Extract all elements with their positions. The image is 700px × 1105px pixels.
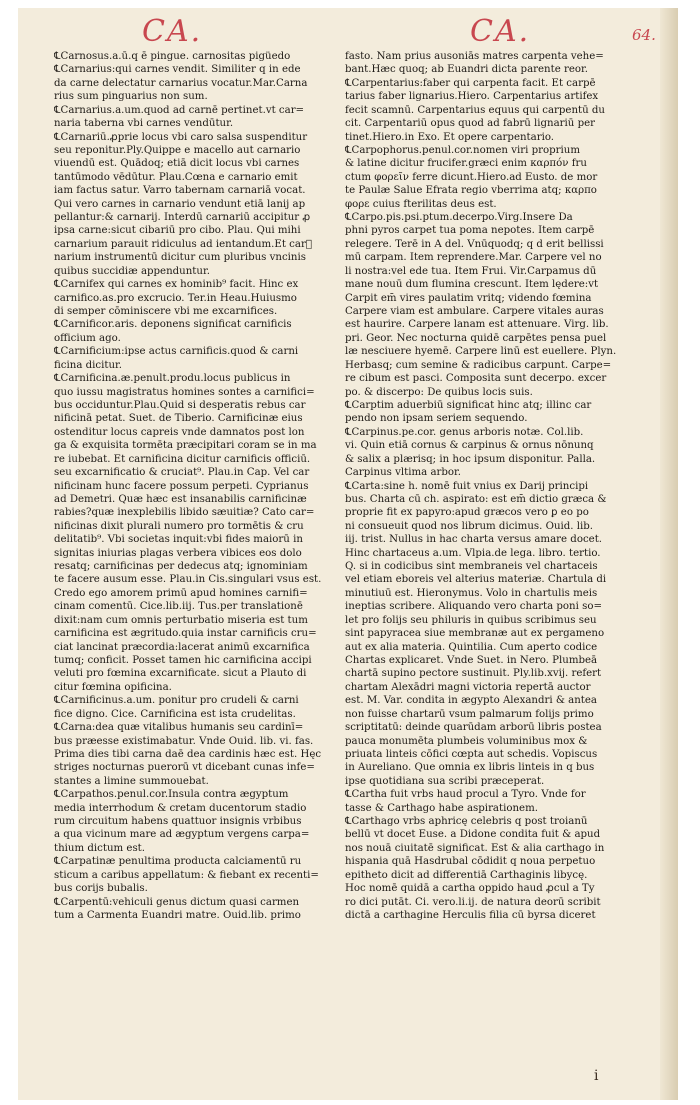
text-line: li nostra:vel ede tua. Item Frui. Vir.Carpamus dū bbox=[345, 265, 597, 277]
text-line: seu excarnificatio & cruciat⁹. Plau.in Cap. Vel car bbox=[54, 467, 310, 479]
text-line: tinet.Hiero.in Exo. Et opere carpentario. bbox=[345, 131, 555, 143]
text-line: fecit scamnū. Carpentarius equus qui carpentū du bbox=[345, 104, 605, 116]
text-line: Hoc nomē quidā a cartha oppido haud ꝓcul a Ty bbox=[345, 883, 595, 895]
text-line: & latine dicitur frucifer.græci enim καρπόν fru bbox=[345, 158, 587, 170]
text-line: te Paulæ Salue Efrata regio vberrima atq; καρπο bbox=[345, 185, 597, 197]
text-line: bus corijs bubalis. bbox=[54, 883, 148, 895]
text-line: seu reponitur.Ply.Quippe e macello aut carnario bbox=[54, 144, 301, 156]
text-line: epitheto dicit ad differentiā Carthaginis libycę. bbox=[345, 869, 588, 881]
text-line: Qui vero carnes in carnario vendunt etiā lanij ap bbox=[54, 198, 306, 210]
text-line: ℄Carnificium:ipse actus carnificis.quod & carni bbox=[54, 346, 299, 358]
text-line: bus occiduntur.Plau.Quid si desperatis rebus car bbox=[54, 399, 306, 411]
text-line: & salix a plærisq; in hoc ipsum disponitur. Palla. bbox=[345, 453, 596, 465]
text-line: tarius faber lignarius.Hiero. Carpentarius artifex bbox=[345, 91, 599, 103]
text-line: rum circuitum habens quattuor insignis vrbibus bbox=[54, 816, 302, 828]
text-line: ℄Carnarius.a.um.quod ad carnē pertinet.vt car= bbox=[54, 104, 305, 116]
text-line: sint papyracea siue membranæ aut ex pergameno bbox=[345, 628, 605, 640]
text-line: iam factus satur. Varro tabernam carnariā vocat. bbox=[54, 185, 306, 197]
text-line: fice digno. Cice. Carnificina est ista crudelitas. bbox=[54, 708, 296, 720]
text-line: ficina dicitur. bbox=[54, 359, 123, 371]
text-line: scriptitatū: deinde quarūdam arborū libris postea bbox=[345, 722, 602, 734]
text-line: ℄Carpinus.pe.cor. genus arboris notæ. Col.lib. bbox=[345, 426, 584, 438]
text-line: rabies?quæ inexplebilis libido sæuitiæ? Cato car= bbox=[54, 507, 315, 519]
text-line: ℄Carnificor.aris. deponens significat carnificis bbox=[54, 319, 292, 331]
text-line: ℄Carpatinæ penultima producta calciamentū ru bbox=[54, 856, 302, 868]
text-line: pauca monumēta plumbeis voluminibus mox & bbox=[345, 735, 588, 747]
text-line: ℄Cartha fuit vrbs haud procul a Tyro. Vnde for bbox=[345, 789, 586, 801]
text-line: nificinam hunc facere possum perpeti. Cyprianus bbox=[54, 480, 309, 492]
text-line: tumq; conficit. Posset tamen hic carnificina accipi bbox=[54, 654, 312, 666]
text-line: ℄Carnariū.ꝓprie locus vbi caro salsa suspenditur bbox=[54, 131, 308, 143]
text-line: ℄Carta:sine h. nomē fuit vnius ex Darij principi bbox=[345, 480, 589, 492]
text-line: aut ex alia materia. Quintilia. Cum aperto codice bbox=[345, 641, 598, 653]
text-line: te facere ausum esse. Plau.in Cis.singulari vsus est. bbox=[54, 574, 322, 586]
text-line: Credo ego amorem primū apud homines carnifi= bbox=[54, 587, 308, 599]
text-line: tantūmodo vēdūtur. Plau.Cœna e carnario emit bbox=[54, 171, 298, 183]
text-line: sticum a caribus appellatum: & fiebant ex recenti= bbox=[54, 869, 319, 881]
text-line: ℄Carpathos.penul.cor.Insula contra ægyptum bbox=[54, 789, 289, 801]
text-line: ℄Carnifex qui carnes ex hominib⁹ facit. Hinc ex bbox=[54, 279, 299, 291]
text-line: ℄Carnificinus.a.um. ponitur pro crudeli & carni bbox=[54, 695, 299, 707]
text-line: ℄Carnosus.a.ū.q ē pingue. carnositas pigüedo bbox=[54, 51, 291, 62]
text-line: carnificina est ægritudo.quia instar carnificis cru= bbox=[54, 628, 317, 640]
text-line: nos nouā ciuitatē significat. Est & alia carthago in bbox=[345, 842, 605, 854]
text-line: dictā a carthagine Herculis filia cū byrsa diceret bbox=[345, 910, 596, 921]
text-line: delitatib⁹. Vbi societas inquit:vbi fides maiorū in bbox=[54, 534, 303, 546]
text-line: cit. Carpentariū opus quod ad fabrū lignariū per bbox=[345, 118, 596, 130]
text-line: rius sum pinguarius non sum. bbox=[54, 91, 208, 103]
text-line: Prima dies tibi carna daē dea cardinis hæc est. Hęc bbox=[54, 748, 322, 760]
text-line: hispania quā Hasdrubal cōdidit q noua perpetuo bbox=[345, 856, 596, 868]
text-line: quibus succidiæ appenduntur. bbox=[54, 265, 210, 277]
text-line: carnifico.as.pro excrucio. Ter.in Heau.Huiusmo bbox=[54, 292, 297, 304]
text-line: narium instrumentū dicitur cum pluribus vncinis bbox=[54, 252, 306, 264]
text-line: minutiuū est. Hieronymus. Volo in chartulis meis bbox=[345, 587, 598, 599]
text-line: naria taberna vbi carnes vendūtur. bbox=[54, 118, 234, 130]
text-line: ℄Carna:dea quæ vitalibus humanis seu cardinī= bbox=[54, 722, 304, 734]
text-line: let pro folijs seu philuris in quibus scribimus seu bbox=[345, 614, 597, 626]
text-line: di semper cōminiscere vbi me excarnifices. bbox=[54, 306, 278, 318]
text-line: bellū vt docet Euse. a Didone condita fuit & apud bbox=[345, 829, 601, 841]
text-line: mane nouū dum flumina crescunt. Item lędere:vt bbox=[345, 279, 599, 291]
running-head-right: CA. bbox=[470, 14, 531, 49]
text-line: Hinc chartaceus a.um. Vlpia.de lega. libro. tertio. bbox=[345, 547, 601, 559]
text-line: mū carpam. Item reprendere.Mar. Carpere vel no bbox=[345, 252, 602, 264]
left-column bbox=[54, 50, 332, 922]
text-line: vel etiam eboreis vel alterius materiæ. Chartula di bbox=[345, 574, 607, 586]
text-line: proprie fit ex papyro:apud græcos vero ꝑ eo po bbox=[345, 507, 589, 519]
text-line: po. & discerpo: De quibus locis suis. bbox=[345, 386, 533, 398]
text-line: ctum φορεῖν ferre dicunt.Hiero.ad Eusto. de mor bbox=[345, 171, 598, 183]
text-line: læ nesciuere hyemē. Carpere linū est euellere. Plyn. bbox=[345, 346, 617, 358]
text-line: ℄Carptim aduerbiū significat hinc atq; illinc car bbox=[345, 399, 592, 411]
text-line: ℄Carpo.pis.psi.ptum.decerpo.Virg.Insere Da bbox=[345, 212, 573, 224]
text-line: Chartas explicaret. Vnde Suet. in Nero. Plumbeā bbox=[345, 654, 598, 666]
text-line: stantes a limine summouebat. bbox=[54, 775, 209, 787]
text-line: fasto. Nam prius ausoniās matres carpenta vehe= bbox=[345, 51, 604, 62]
text-line: bus. Charta cū ch. aspirato: est em̄ dictio græca & bbox=[345, 493, 607, 505]
text-line: ga & exquisita tormēta præcipitari coram se in ma bbox=[54, 440, 317, 452]
text-line: pendo non ipsam seriem sequendo. bbox=[345, 413, 528, 425]
text-line: pellantur:& carnarij. Interdū carnariū accipitur ꝓ bbox=[54, 212, 311, 224]
text-line: ineptias scribere. Aliquando vero charta poni so= bbox=[345, 601, 602, 613]
text-line: ad Demetri. Quæ hæc est insanabilis carnificinæ bbox=[54, 493, 307, 505]
text-line: dixit:nam cum omnis perturbatio miseria est tum bbox=[54, 614, 308, 626]
text-line: ostenditur locus capreis vnde damnatos post lon bbox=[54, 426, 305, 438]
text-line: officium ago. bbox=[54, 332, 121, 344]
text-line: carnarium parauit ridiculus ad ientandum.Et carᷓ bbox=[54, 238, 312, 250]
text-line: tum a Carmenta Euandri matre. Ouid.lib. primo bbox=[54, 910, 301, 921]
text-line: da carne delectatur carnarius vocatur.Mar.Carna bbox=[54, 77, 308, 89]
folio-number: 64. bbox=[632, 26, 656, 44]
text-line: Q. si in codicibus sint membraneis vel chartaceis bbox=[345, 561, 598, 573]
text-line: est haurire. Carpere lanam est attenuare. Virg. lib. bbox=[345, 319, 609, 331]
text-line: ciat lancinat præcordia:lacerat animū excarnifica bbox=[54, 641, 310, 653]
text-line: ℄Carthago vrbs aphricę celebris q post troianū bbox=[345, 816, 588, 828]
text-line: ℄Carpophorus.penul.cor.nomen viri proprium bbox=[345, 144, 581, 156]
text-line: veluti pro fœmina excarnificate. sicut a Plauto di bbox=[54, 668, 307, 680]
text-line: signitas iniurias plagas verbera vibices eos dolo bbox=[54, 547, 302, 559]
text-line: Herbasq; cum semine & radicibus carpunt. Carpe= bbox=[345, 359, 612, 371]
text-line: viuendū est. Quādoq; etiā dicit locus vbi carnes bbox=[54, 158, 300, 170]
text-line: nificinā petat. Suet. de Tiberio. Carnificinæ eius bbox=[54, 413, 303, 425]
text-line: quo iussu magistratus homines sontes a carnifici= bbox=[54, 386, 315, 398]
text-line: priuata linteis cōfici cœpta aut schedis. Vopiscus bbox=[345, 748, 598, 760]
text-line: Carpinus vltima arbor. bbox=[345, 467, 462, 479]
text-line: chartā supino pectore sustinuit. Ply.lib.xvij. refert bbox=[345, 668, 602, 680]
text-line: cinam comentū. Cice.lib.iij. Tus.per translationē bbox=[54, 601, 303, 613]
text-line: a qua vicinum mare ad ægyptum vergens carpa= bbox=[54, 829, 310, 841]
text-line: Carpere viam est ambulare. Carpere vitales auras bbox=[345, 306, 604, 318]
text-line: non fuisse chartarū vsum palmarum folijs primo bbox=[345, 708, 594, 720]
text-line: ipsa carne:sicut cibariū pro cibo. Plau. Qui mihi bbox=[54, 225, 301, 237]
text-line: ro dici putāt. Ci. vero.li.ij. de natura deorū scribit bbox=[345, 896, 601, 908]
text-line: iij. trist. Nullus in hac charta versus amare docet. bbox=[345, 534, 603, 546]
text-line: chartam Alexādri magni victoria repertā auctor bbox=[345, 681, 591, 693]
page-edge bbox=[660, 8, 678, 1100]
text-line: thium dictum est. bbox=[54, 842, 146, 854]
text-line: phni pyros carpet tua poma nepotes. Item carpē bbox=[345, 225, 595, 237]
text-line: striges nocturnas puerorū vt dicebant cunas infe= bbox=[54, 762, 315, 774]
text-line: re cibum est pasci. Composita sunt decerpo. excer bbox=[345, 373, 607, 385]
text-line: est. M. Var. condita in ægypto Alexandri & antea bbox=[345, 695, 597, 707]
signature-mark: i bbox=[594, 1068, 599, 1084]
text-line: ℄Carpentū:vehiculi genus dictum quasi carmen bbox=[54, 896, 300, 908]
text-line: bus præesse existimabatur. Vnde Ouid. lib. vi. fas. bbox=[54, 735, 314, 747]
text-line: resatq; carnificinas per dedecus atq; ignominiam bbox=[54, 561, 308, 573]
text-line: in Aureliano. Que omnia ex libris linteis in q bus bbox=[345, 762, 595, 774]
text-line: tasse & Carthago habe aspirationem. bbox=[345, 802, 538, 814]
text-line: nificinas dixit plurali numero pro tormētis & cru bbox=[54, 520, 304, 532]
text-line: citur fœmina opificina. bbox=[54, 681, 172, 693]
text-line: ℄Carnarius:qui carnes vendit. Similiter q in ede bbox=[54, 64, 301, 76]
text-line: Carpit em̄ vires paulatim vritq; videndo fœmina bbox=[345, 292, 592, 304]
text-line: ℄Carpentarius:faber qui carpenta facit. Et carpē bbox=[345, 77, 596, 89]
text-line: media interrhodum & cretam ducentorum stadio bbox=[54, 802, 307, 814]
text-line: vi. Quin etiā cornus & carpinus & ornus nōnunq bbox=[345, 440, 594, 452]
running-head-left: CA. bbox=[142, 14, 203, 49]
text-line: φορε cuius fterilitas deus est. bbox=[345, 198, 497, 210]
text-line: ipse quotidiana sua scribi præceperat. bbox=[345, 775, 545, 787]
text-line: re iubebat. Et carnificina dicitur carnificis officiū. bbox=[54, 453, 311, 465]
text-line: relegere. Terē in A del. Vnūquodq; q d erit bellissi bbox=[345, 238, 604, 250]
text-line: bant.Hæc quoq; ab Euandri dicta parente reor. bbox=[345, 64, 588, 76]
right-column bbox=[345, 50, 623, 922]
text-line: ni consueuit quod nos librum dicimus. Ouid. lib. bbox=[345, 520, 594, 532]
text-line: pri. Geor. Nec nocturna quidē carpētes pensa puel bbox=[345, 332, 607, 344]
text-line: ℄Carnificina.æ.penult.produ.locus publicus in bbox=[54, 373, 291, 385]
